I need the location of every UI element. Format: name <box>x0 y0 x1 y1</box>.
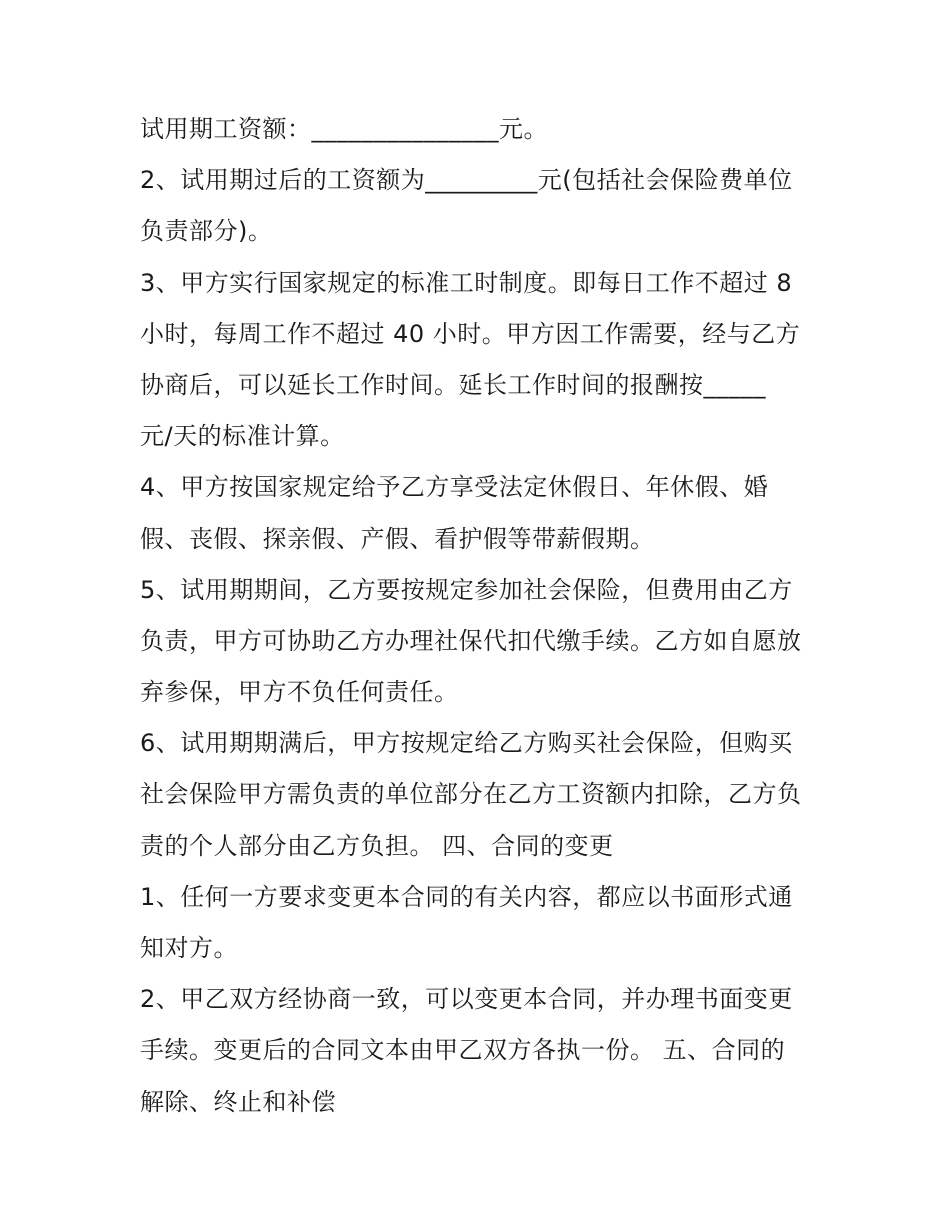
text-line: 6、试用期期满后，甲方按规定给乙方购买社会保险，但购买 <box>140 729 793 758</box>
text-line: 负责，甲方可协助乙方办理社保代扣代缴手续。乙方如自愿放 <box>140 626 802 655</box>
text-line: 2、试用期过后的工资额为_________元(包括社会保险费单位 <box>140 166 793 195</box>
text-line: 责的个人部分由乙方负担。 四、合同的变更 <box>140 831 614 860</box>
text-line: 解除、终止和补偿 <box>140 1087 336 1116</box>
contract-body-text <box>140 104 820 1128</box>
text-line: 4、甲方按国家规定给予乙方享受法定休假日、年休假、婚 <box>140 473 769 502</box>
text-line: 3、甲方实行国家规定的标准工时制度。即每日工作不超过 8 <box>140 268 793 297</box>
text-line: 弃参保，甲方不负任何责任。 <box>140 678 459 707</box>
text-line: 元/天的标准计算。 <box>140 422 345 451</box>
text-line: 社会保险甲方需负责的单位部分在乙方工资额内扣除，乙方负 <box>140 780 802 809</box>
text-line: 手续。变更后的合同文本由甲乙双方各执一份。 五、合同的 <box>140 1036 786 1065</box>
text-line: 1、任何一方要求变更本合同的有关内容，都应以书面形式通 <box>140 882 793 911</box>
text-line: 知对方。 <box>140 934 238 962</box>
text-line: 5、试用期期间，乙方要按规定参加社会保险，但费用由乙方 <box>140 575 793 604</box>
text-line: 小时，每周工作不超过 40 小时。甲方因工作需要，经与乙方 <box>140 319 801 348</box>
text-line: 试用期工资额：_______________元。 <box>140 115 548 143</box>
text-line: 协商后，可以延长工作时间。延长工作时间的报酬按_____ <box>140 370 766 399</box>
text-line: 负责部分)。 <box>140 217 273 246</box>
text-line: 2、甲乙双方经协商一致，可以变更本合同，并办理书面变更 <box>140 985 793 1014</box>
text-line: 假、丧假、探亲假、产假、看护假等带薪假期。 <box>140 524 655 553</box>
